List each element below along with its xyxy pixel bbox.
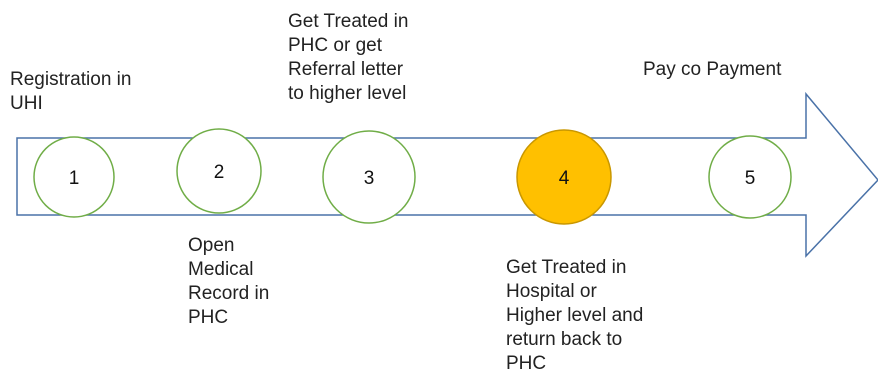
step-1-number: 1: [68, 168, 80, 189]
step-3-number: 3: [363, 168, 375, 189]
step-3-label: Get Treated in PHC or get Referral letter to higher level: [288, 11, 409, 104]
step-2-number: 2: [213, 162, 225, 183]
step-5-label: Pay co Payment: [643, 59, 782, 80]
step-2-label: Open Medical Record in PHC: [188, 235, 270, 328]
step-4-number: 4: [558, 168, 570, 189]
step-1-label: Registration in UHI: [10, 69, 132, 114]
step-4-label: Get Treated in Hospital or Higher level and return back to PHC: [506, 257, 644, 374]
step-5-number: 5: [744, 168, 756, 189]
